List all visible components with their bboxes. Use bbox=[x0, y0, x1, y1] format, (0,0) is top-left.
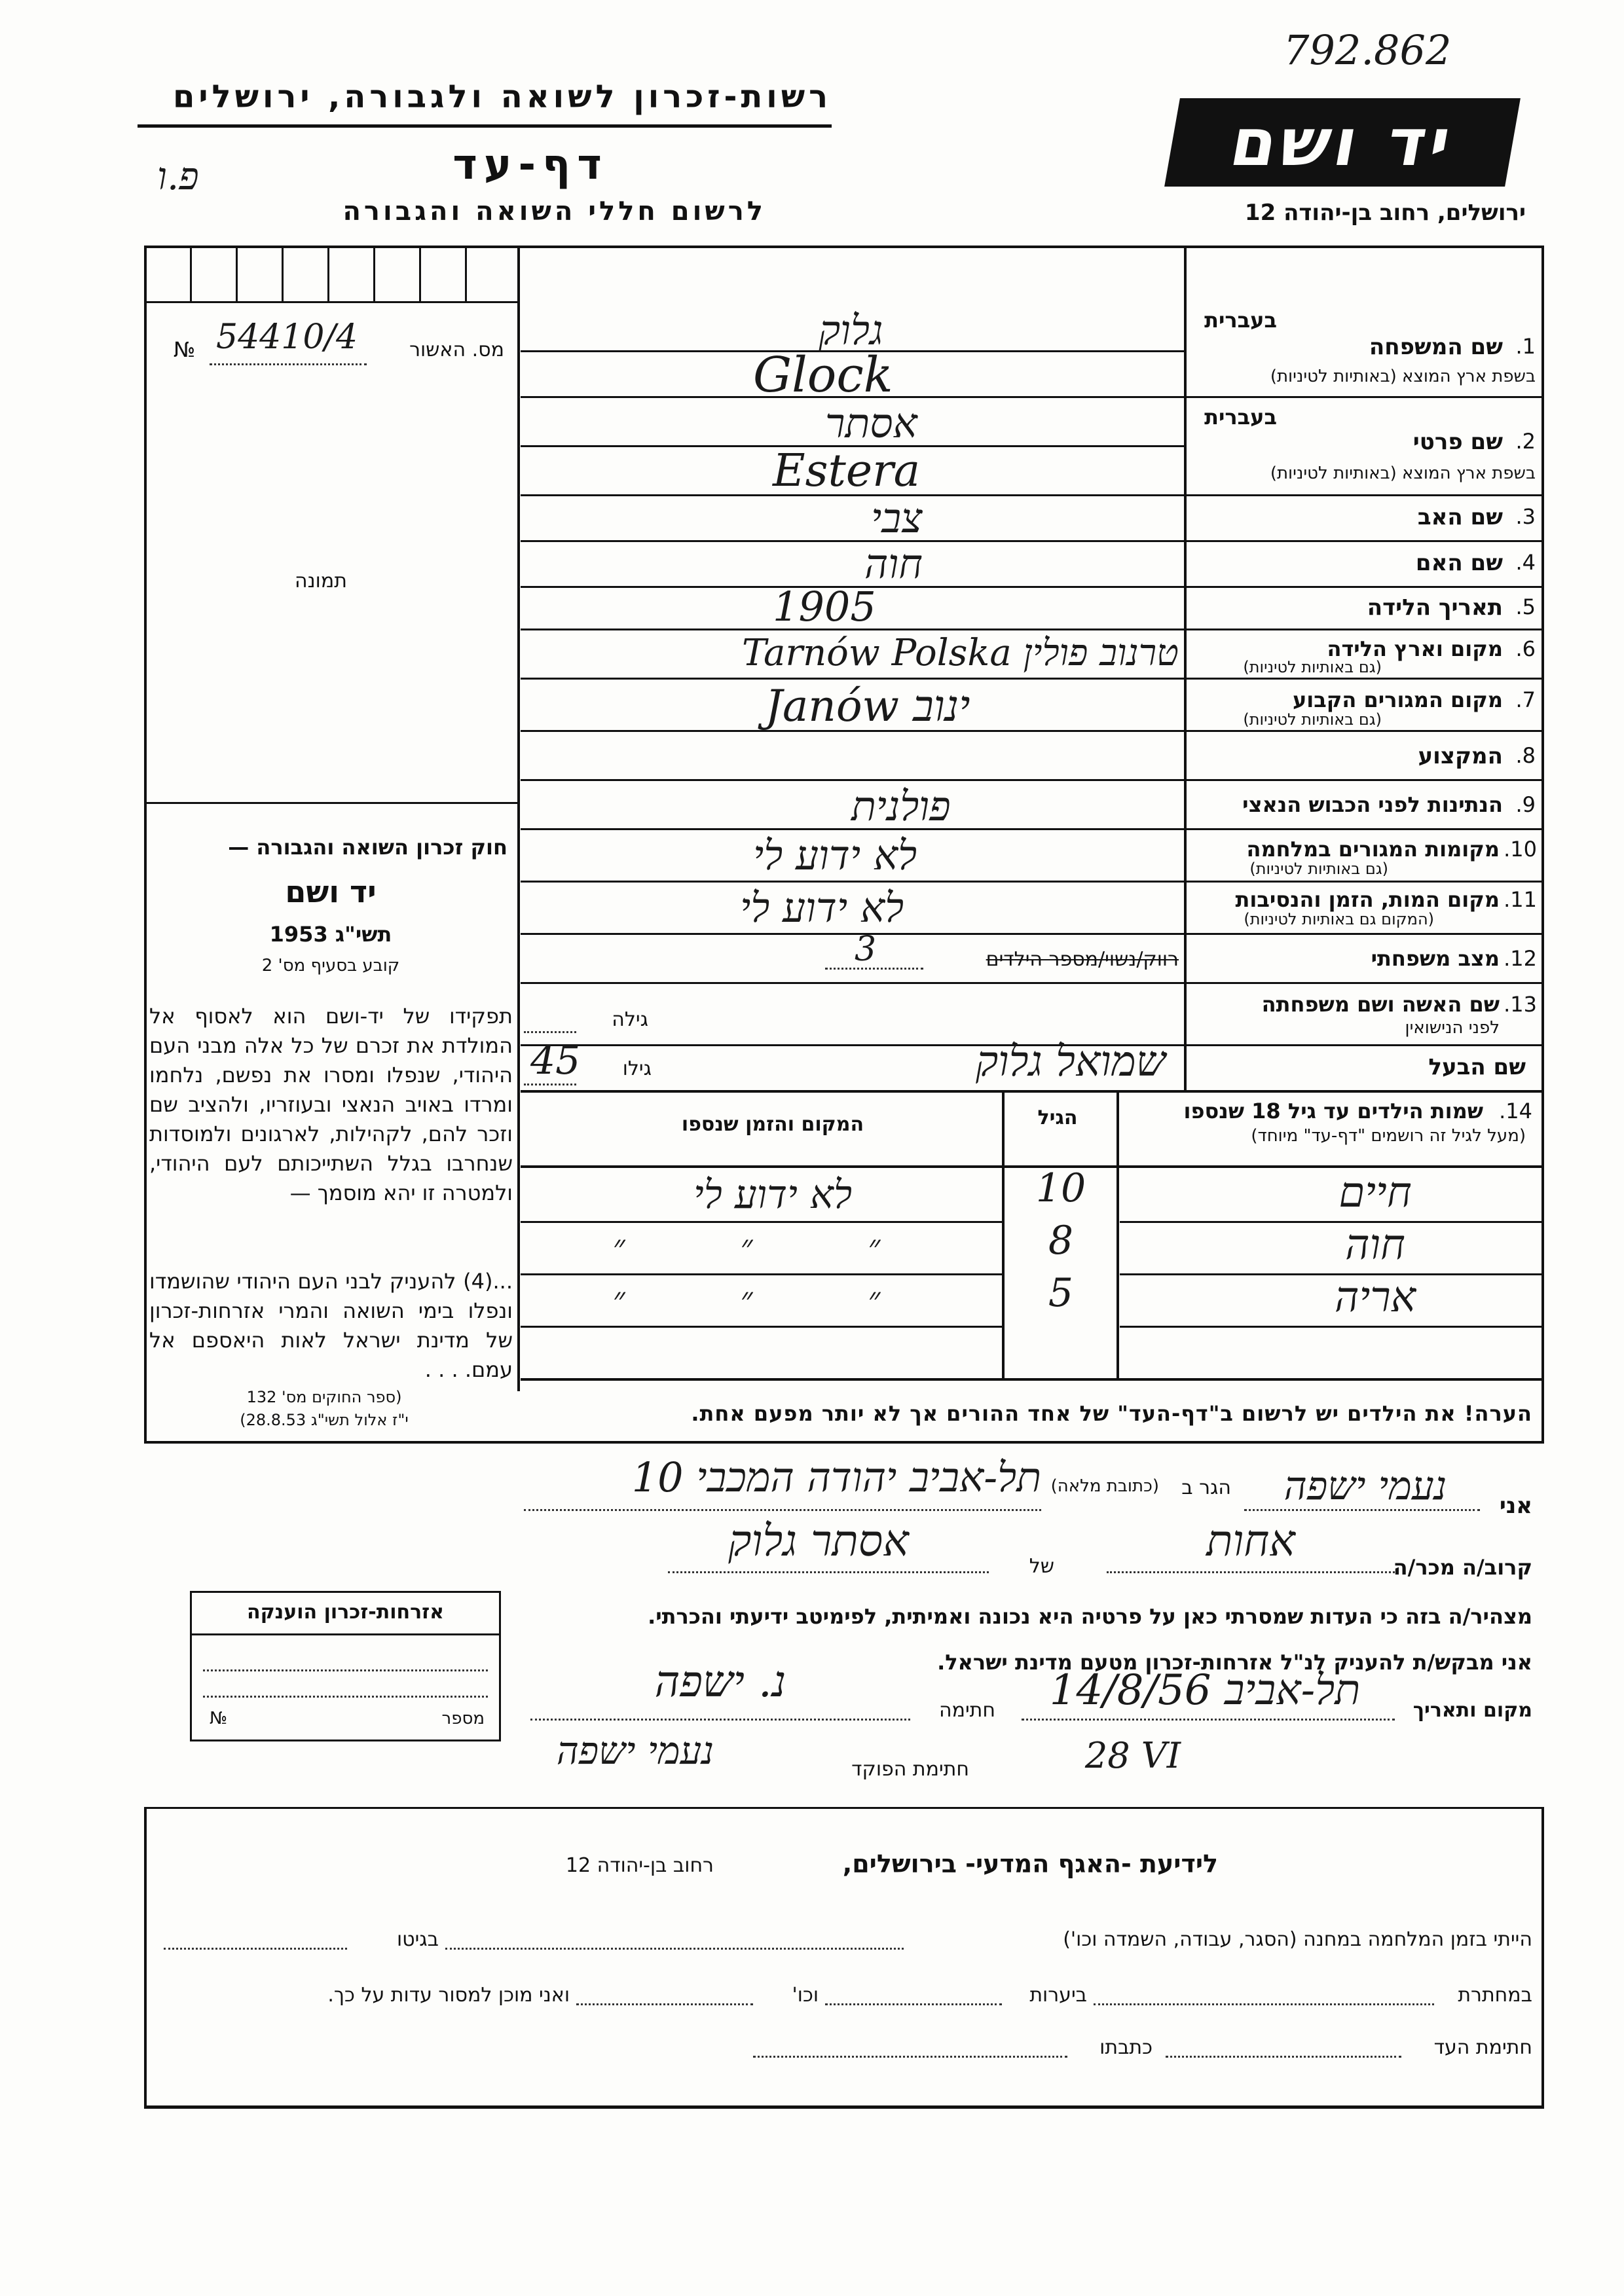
field-8-number: 8. bbox=[1515, 743, 1536, 768]
field-11-sub: (המקום גם באותיות לטיניות) bbox=[1244, 910, 1434, 928]
citizenship-line bbox=[203, 1696, 488, 1698]
field-3-label: שם האב bbox=[1417, 504, 1503, 530]
row-line bbox=[1184, 933, 1544, 935]
footer-line2-fill bbox=[1094, 2003, 1434, 2005]
field-7-sub: (גם באותיות לטיניות) bbox=[1243, 710, 1382, 729]
reg-number: 54410/4 bbox=[216, 318, 358, 357]
decl-place-date-label: מקום ותאריך bbox=[1412, 1699, 1532, 1722]
field-3-number: 3. bbox=[1515, 504, 1536, 529]
field-6-sub: (גם באותיות לטיניות) bbox=[1243, 658, 1382, 676]
field-6-number: 6. bbox=[1515, 636, 1536, 661]
strip-divider bbox=[236, 246, 238, 301]
firstname-latin: Estera bbox=[773, 445, 921, 497]
law-ref: (ספר החוקים מס' 132 bbox=[246, 1388, 402, 1406]
footer-line2-fill bbox=[576, 2003, 753, 2005]
citizenship-number-label: מספר bbox=[441, 1709, 485, 1728]
child-2-place: ״ ״ ״ bbox=[612, 1228, 933, 1266]
field-12-number: 12. bbox=[1504, 946, 1537, 971]
row-line bbox=[1184, 396, 1544, 398]
footer-line1-a: הייתי בזמן המלחמה במחנה (הסגר, עבודה, השמדה וכו') bbox=[1063, 1928, 1532, 1951]
margin-note: פ.ו bbox=[157, 154, 199, 198]
child-2-age: 8 bbox=[1048, 1218, 1074, 1264]
photo-label: תמונה bbox=[295, 570, 347, 592]
field-1-label: שם המשפחה bbox=[1369, 334, 1503, 360]
field-12-label: מצב משפחתי bbox=[1371, 946, 1500, 971]
field-1-sub: בשפת ארץ המוצא (באותיות לטיניות) bbox=[1270, 367, 1536, 386]
decl-signature-label: חתימה bbox=[938, 1699, 995, 1722]
child-3-name: אריה bbox=[1334, 1273, 1416, 1322]
row-line bbox=[1184, 586, 1544, 588]
field-13-label: שם האשה ושם משפחתה bbox=[1261, 992, 1500, 1017]
reg-no-mark: № bbox=[174, 337, 196, 362]
row-line bbox=[1184, 540, 1544, 542]
death-place: לא ידוע לי bbox=[740, 884, 904, 932]
footer-line3-b: כתבתו bbox=[1099, 2036, 1153, 2059]
footer-divider bbox=[144, 1807, 1544, 1809]
archive-number: 792.862 bbox=[1283, 26, 1452, 74]
strip-divider bbox=[190, 246, 192, 301]
strip-divider bbox=[282, 246, 284, 301]
field-7-number: 7. bbox=[1515, 687, 1536, 712]
value-line bbox=[521, 982, 1184, 984]
decl-place-date: תל-אביב 14/8/56 bbox=[1049, 1666, 1361, 1715]
children-count: 3 bbox=[855, 930, 877, 969]
row-line bbox=[1184, 629, 1544, 630]
header-rule bbox=[138, 124, 832, 128]
decl-address-line bbox=[524, 1509, 1041, 1511]
child-2-name: חוה bbox=[1345, 1221, 1405, 1269]
footer-line2-d: ואני מוכן למסור עדות על כך. bbox=[327, 1984, 570, 2007]
decl-relation: אחות bbox=[1206, 1516, 1295, 1566]
field-10-number: 10. bbox=[1504, 837, 1537, 862]
decl-relative-label: קרוב/ה מכר/ה bbox=[1393, 1555, 1532, 1580]
value-line bbox=[521, 678, 1184, 680]
decl-address: תל-אביב יהודה המכבי 10 bbox=[631, 1453, 1041, 1501]
child-1-place: לא ידוע לי bbox=[693, 1172, 853, 1218]
field-2-tag: בעברית bbox=[1204, 405, 1277, 429]
officer-signature: נעמי ישפה bbox=[556, 1728, 714, 1773]
law-text-2: ...(4) להעניק לבני העם היהודי שהושמדו ונפלו בימי השואה והמרי אזרחות-זכרון של מדינת ישראל לאות היאספם אל עמם. . . . bbox=[149, 1269, 513, 1382]
husband-age: 45 bbox=[530, 1038, 581, 1084]
children-num: 14. bbox=[1499, 1099, 1532, 1123]
column-separator bbox=[517, 246, 520, 1391]
child-row-line bbox=[1120, 1326, 1544, 1328]
value-line bbox=[521, 881, 1184, 883]
wife-age-label: גילה bbox=[612, 1008, 648, 1031]
footer-line1-fill bbox=[445, 1948, 904, 1950]
field-7-label: מקום המגורים הקבוע bbox=[1292, 687, 1503, 712]
decl-relation-line bbox=[1107, 1571, 1395, 1573]
nationality: פולנית bbox=[851, 782, 951, 830]
field-11-number: 11. bbox=[1504, 887, 1537, 912]
decl-addr-label: (כתובת מלאה) bbox=[1050, 1476, 1159, 1496]
law-ref-date: י"ז אלול תשי"ג 28.8.53) bbox=[240, 1411, 409, 1429]
authority-title: רשות-זכרון לשואה ולגבורה, ירושלים bbox=[172, 79, 832, 115]
footer-line3-fill bbox=[1166, 2056, 1401, 2058]
footer-line1-end bbox=[164, 1948, 347, 1950]
field-5-number: 5. bbox=[1515, 594, 1536, 619]
marital-options: רווק/נשוי/מספר הילדים bbox=[986, 948, 1179, 971]
field-1-number: 1. bbox=[1515, 334, 1536, 359]
officer-label: חתימת הפוקד bbox=[851, 1758, 969, 1781]
field-5-label: תאריך הלידה bbox=[1367, 594, 1503, 621]
field-9-label: הנתינות לפני הכבוש הנאצי bbox=[1242, 792, 1503, 817]
child-1-age: 10 bbox=[1035, 1165, 1086, 1211]
officer-date: 28 VI bbox=[1084, 1735, 1181, 1776]
decl-name-line bbox=[1244, 1509, 1480, 1511]
field-13-sub: לפני הנישואין bbox=[1405, 1018, 1500, 1038]
wife-age-line bbox=[524, 1031, 576, 1033]
field-6-label: מקום וארץ הלידה bbox=[1327, 636, 1503, 661]
wartime-residence: לא ידוע לי bbox=[753, 831, 917, 879]
value-line bbox=[521, 540, 1184, 542]
decl-signature-line bbox=[530, 1719, 910, 1721]
decl-i-label: אני bbox=[1499, 1493, 1532, 1519]
citizenship-title-line bbox=[190, 1633, 501, 1635]
form-title: דף-עד bbox=[452, 141, 608, 189]
row-line bbox=[1184, 779, 1544, 781]
label-column-divider bbox=[1184, 246, 1187, 1090]
field-2-number: 2. bbox=[1515, 429, 1536, 454]
decl-statement: מצהיר/ה בזה כי העדות שמסרתי כאן על פרטיה היא נכונה ואמיתית, לפימיטב ידיעתי והכרתי. bbox=[648, 1604, 1532, 1629]
field-4-number: 4. bbox=[1515, 550, 1536, 575]
decl-of-label: של bbox=[1029, 1555, 1054, 1578]
surname-latin: Glock bbox=[753, 347, 893, 403]
footer-line2-fill bbox=[825, 2003, 1002, 2005]
row-line bbox=[1184, 881, 1544, 883]
birth-date: 1905 bbox=[773, 583, 876, 630]
remark-top bbox=[521, 1378, 1544, 1381]
col-age: הגיל bbox=[1037, 1106, 1078, 1129]
children-note: (מעל לגיל זה רושמים "דף-עד" מיוחד) bbox=[1251, 1126, 1526, 1146]
logo-text: יד ושם bbox=[1225, 104, 1460, 181]
law-name: יד ושם bbox=[285, 874, 377, 909]
law-title: חוק זכרון השואה והגבורה — bbox=[228, 835, 507, 860]
remark-text: הערה! את הילדים יש לרשום ב"דף-העד" של אחד ההורים אך לא יותר מפעם אחת. bbox=[691, 1401, 1532, 1426]
col-place: המקום והזמן שנספו bbox=[681, 1113, 864, 1136]
husband-age-label: גילו bbox=[622, 1057, 652, 1080]
value-line bbox=[521, 779, 1184, 781]
citizenship-line bbox=[203, 1669, 488, 1671]
field-8-label: המקצוע bbox=[1418, 743, 1503, 769]
decl-of-line bbox=[668, 1571, 989, 1573]
footer-line2-b: ביערות bbox=[1029, 1984, 1087, 2007]
footer-line3-fill bbox=[753, 2056, 1067, 2058]
row-line bbox=[1184, 828, 1544, 830]
field-10-sub: (גם באותיות לטיניות) bbox=[1249, 860, 1388, 878]
field-2-sub: בשפת ארץ המוצא (באותיות לטיניות) bbox=[1270, 464, 1536, 483]
child-3-age: 5 bbox=[1048, 1270, 1074, 1316]
strip-divider bbox=[465, 246, 467, 301]
row-line bbox=[1184, 494, 1544, 496]
children-title: שמות הילדים עד גיל 18 שנספו bbox=[1183, 1099, 1483, 1123]
field-2-label: שם פרטי bbox=[1412, 429, 1503, 455]
field-1-tag: בעברית bbox=[1204, 308, 1277, 333]
husband-label: שם הבעל bbox=[1428, 1054, 1526, 1080]
law-text-1: תפקידו של יד-ושם הוא לאסוף אל המולדת את זכרם של כל אלה מבני העם היהודי, שנפלו ומסרו את נפשם, נלחמו ומרדו באויב הנאצי ובעוזריו, ולהציב שם וזכר להם, לקהילות, לארגונים ולמוסדות שנחרבו בגלל השתייכותם לעם היהודי, ולמטרה זו יהא מוסמך — bbox=[149, 1004, 513, 1205]
footer-line2-a: במחתרת bbox=[1458, 1984, 1532, 2007]
photo-bottom bbox=[144, 802, 517, 804]
decl-place-date-line bbox=[1022, 1719, 1395, 1721]
child-3-place: ״ ״ ״ bbox=[612, 1280, 933, 1318]
field-11-label: מקום המות, הזמן והנסיבות bbox=[1235, 887, 1500, 912]
reg-label: מס. האשור bbox=[409, 338, 504, 361]
children-table-top bbox=[521, 1090, 1544, 1093]
field-13-number: 13. bbox=[1504, 992, 1537, 1017]
child-row-line bbox=[521, 1221, 1002, 1223]
footer-line1-b: בגיטו bbox=[396, 1928, 439, 1951]
row-line bbox=[1184, 730, 1544, 732]
footer-line2-c: וכו' bbox=[792, 1984, 819, 2007]
residence: ינוב Janów bbox=[765, 681, 970, 731]
header-address: ירושלים, רחוב בן-יהודה 12 bbox=[1244, 200, 1526, 226]
father-name: צבי bbox=[871, 494, 923, 542]
strip-divider bbox=[327, 246, 329, 301]
citizenship-no-mark: № bbox=[210, 1709, 228, 1728]
birth-place: טרנוב פולין Tarnów Polska bbox=[741, 632, 1179, 674]
footer-right-border bbox=[1541, 1807, 1544, 2108]
child-row-line bbox=[521, 1326, 1002, 1328]
surname-hebrew: גלוק bbox=[819, 306, 883, 354]
child-1-name: חיים bbox=[1338, 1169, 1412, 1217]
children-count-line bbox=[825, 968, 923, 970]
reg-line bbox=[210, 363, 367, 365]
field-10-label: מקומות המגורים במלחמה bbox=[1246, 837, 1500, 862]
decl-lives-label: הגר ב bbox=[1181, 1476, 1231, 1499]
decl-of-name: אסתר גלוק bbox=[728, 1516, 909, 1566]
children-col-1 bbox=[1002, 1090, 1005, 1378]
yad-vashem-logo bbox=[1164, 98, 1521, 187]
row-line bbox=[1184, 982, 1544, 984]
strip-divider bbox=[373, 246, 375, 301]
footer-bottom-border bbox=[144, 2105, 1544, 2109]
value-line bbox=[521, 933, 1184, 935]
child-row-line bbox=[521, 1273, 1002, 1275]
field-4-label: שם האם bbox=[1415, 550, 1503, 576]
husband-age-line bbox=[524, 1084, 576, 1085]
decl-request: אני מבקש/ת להעניק לנ"ל אזרחות-זכרון מטעם מדינת ישראל. bbox=[937, 1650, 1532, 1675]
footer-title: לידיעת -האגף המדעי- בירושלים, bbox=[842, 1850, 1218, 1878]
reg-strip-bottom bbox=[144, 301, 517, 303]
husband-name: שמואל גלוק bbox=[976, 1038, 1166, 1086]
row-line bbox=[1184, 678, 1544, 680]
form-subtitle: לרשום חללי השואה והגבורה bbox=[342, 196, 766, 227]
decl-name: נעמי ישפה bbox=[1283, 1463, 1447, 1509]
firstname-hebrew: אסתר bbox=[825, 399, 917, 447]
mother-name: חוה bbox=[864, 540, 923, 588]
footer-address: רחוב בן-יהודה 12 bbox=[565, 1854, 714, 1877]
children-col-2 bbox=[1116, 1090, 1119, 1378]
row-line bbox=[1184, 1044, 1544, 1046]
footer-left-border bbox=[144, 1807, 147, 2108]
citizenship-title: אזרחות-זכרון הוענקה bbox=[246, 1601, 445, 1624]
footer-line3-a: חתימת העד bbox=[1433, 2036, 1532, 2059]
decl-signature: נ. ישפה bbox=[654, 1656, 786, 1707]
field-9-number: 9. bbox=[1515, 792, 1536, 817]
strip-divider bbox=[419, 246, 421, 301]
law-clause: קובע בסעיף מס' 2 bbox=[261, 956, 400, 975]
law-year: תשי"ג 1953 bbox=[269, 922, 392, 947]
